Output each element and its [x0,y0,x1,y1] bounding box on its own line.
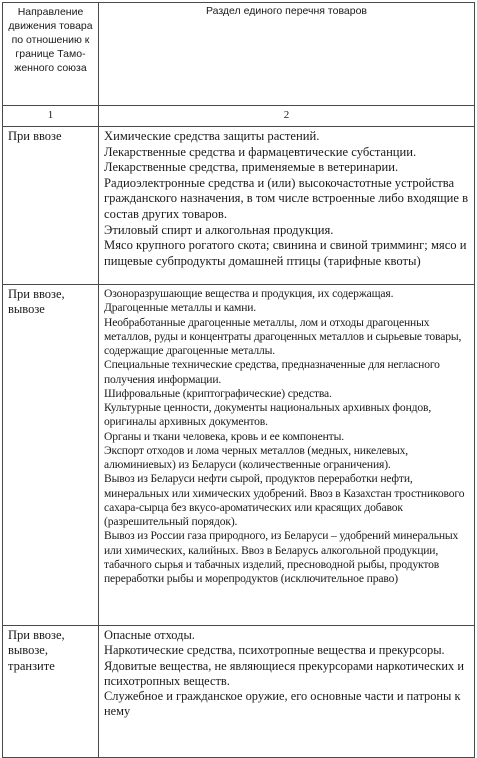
list-item: Культурные ценности, документы национальных архивных фондов, оригиналы архивных документов. [104,401,432,429]
list-item: Опасные отходы. [104,628,195,642]
header-direction: Направление движения товара по отношению к границе Тамо-женного союза [3,3,99,106]
list-item: Экспорт отходов и лома черных металлов (медных, никелевых, алюминиевых) из Беларуси (количественные ограничения). [104,443,409,471]
items-cell [99,626,475,758]
list-item: Ядовитые вещества, не являющиеся прекурсорами наркотических и психотропных веществ. [104,658,464,688]
list-item: Мясо крупного рогатого скота; свинина и свиной тримминг; мясо и пищевые субпродукты домашней птицы (тарифные квоты) [104,238,467,268]
header-section: Раздел единого перечня товаров [99,3,475,106]
header-row [3,3,475,106]
list-item: Специальные технические средства, предназначенные для негласного получения информации. [104,358,440,386]
goods-table [2,2,475,758]
direction-cell: При ввозе, вывозе, транзите [3,626,99,758]
list-item: Необработанные драгоценные металлы, лом и отходы драгоценных металлов, руды и концентраты драгоценных металлов и сырьевые товары, содержащие драгоценные металлы. [104,315,462,357]
list-item: Шифровальные (криптографические) средства. [104,386,332,400]
list-item: Вывоз из России газа природного, из Беларуси – удобрений минеральных или химических, калийных. Ввоз в Беларусь алкогольной продукции, табачного сырья и табачных изделий, пресноводной рыбы, продуктов переработки рыбы и морепродуктов (исключительное право) [104,529,459,585]
list-item: Озоноразрушающие вещества и продукция, их содержащая. [104,287,394,300]
list-item: Наркотические средства, психотропные вещества и прекурсоры. [104,643,445,658]
table-row [3,127,475,285]
list-item: Радиоэлектронные средства и (или) высокочастотные устройства гражданского назначения, в том числе встроенные либо входящие в состав других товаров. [104,175,469,221]
items-cell [99,127,475,285]
direction-cell: При ввозе [3,127,99,285]
table-row [3,285,475,626]
list-item: Вывоз из Беларуси нефти сырой, продуктов переработки нефти, минеральных или химических удобрений. Ввоз в Казахстан тростникового сахара-сырца без вкусо-ароматических или красящих добавок (разрешительный порядок). [104,472,465,528]
items-cell [99,285,475,626]
list-item: Служебное и гражданское оружие, его основные части и патроны к нему [104,689,461,719]
column-number-1: 1 [3,106,99,127]
list-item: Лекарственные средства, применяемые в ветеринарии. [104,160,399,175]
list-item: Лекарственные средства и фармацевтические субстанции. [104,144,417,159]
direction-cell: При ввозе, вывозе [3,285,99,626]
column-number-2: 2 [99,106,475,127]
column-number-row [3,106,475,127]
list-item: Химические средства защиты растений. [104,129,320,143]
list-item: Органы и ткани человека, кровь и ее компоненты. [104,429,344,443]
table-row [3,626,475,758]
list-item: Этиловый спирт и алкогольная продукция. [104,222,334,237]
list-item: Драгоценные металлы и камни. [104,301,257,315]
